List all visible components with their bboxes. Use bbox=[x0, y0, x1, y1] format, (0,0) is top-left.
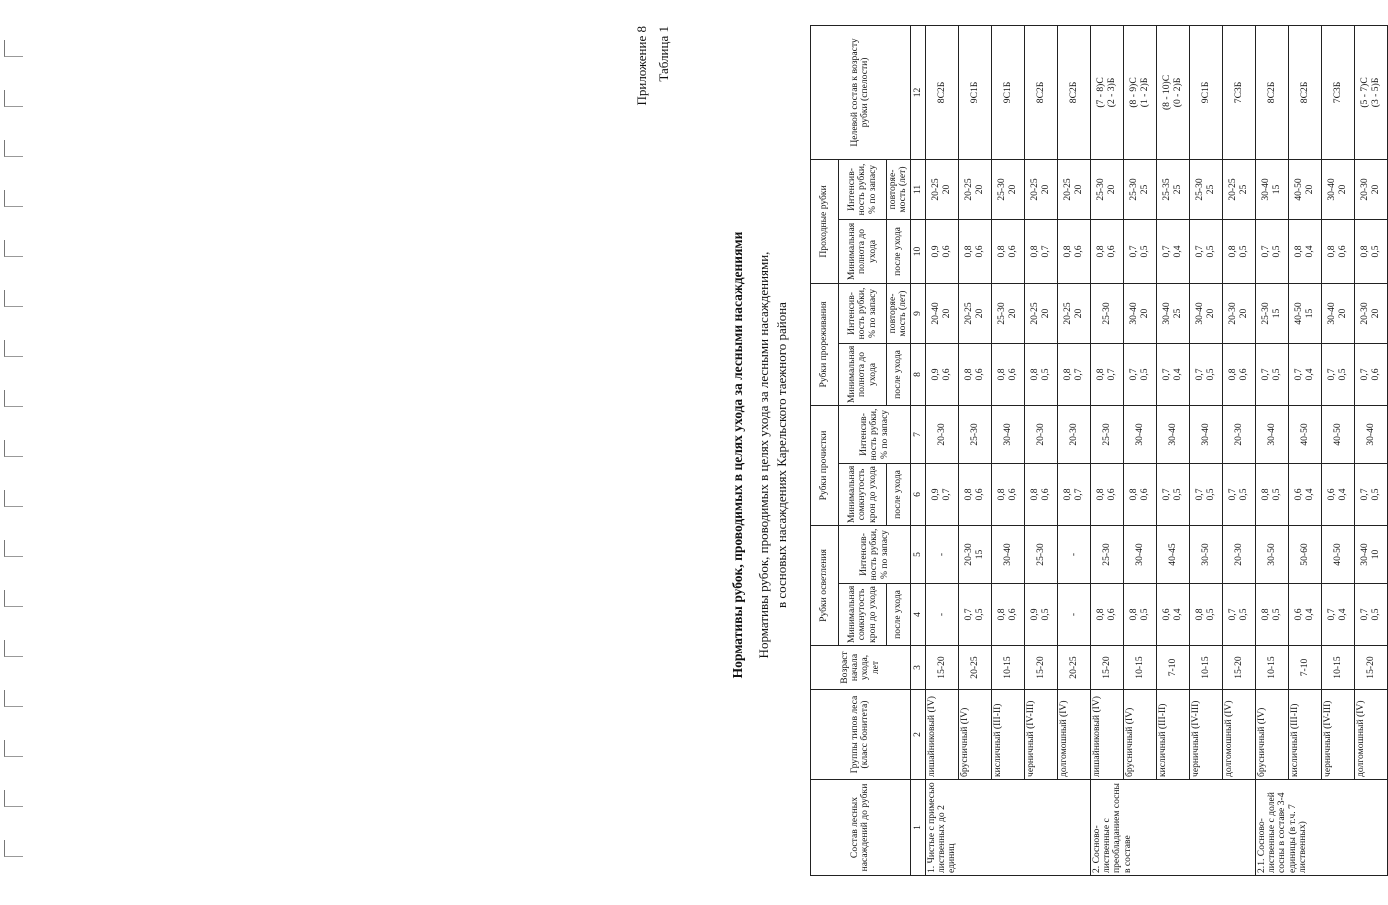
cell-osv-intens: 25-30 bbox=[1090, 525, 1123, 583]
header-start-age: Возраст начала ухода, лет bbox=[811, 646, 911, 690]
table-row bbox=[1123, 25, 1156, 875]
cell-prorezh-intens: 20-30 20 bbox=[1354, 283, 1387, 343]
cell-prorezh-min-poln: 0,7 0,4 bbox=[1288, 343, 1321, 405]
header-intens-pro: Интенсив-ность рубки, % по запасу bbox=[839, 405, 911, 463]
cell-pro-intens: 20-30 bbox=[1222, 405, 1255, 463]
cell-prokh-min-poln: 0,7 0,5 bbox=[1189, 219, 1222, 283]
cell-prokh-intens: 20-25 20 bbox=[925, 159, 958, 219]
cell-forest-type: кисличный (III-II) bbox=[1156, 690, 1189, 780]
cell-prokh-intens: 20-25 25 bbox=[1222, 159, 1255, 219]
table-number: Таблица 1 bbox=[656, 26, 671, 82]
cell-pro-min-somk: 0,8 0,7 bbox=[1057, 463, 1090, 525]
subtitle-line2: в сосновых насаждениях Карельского таежного района bbox=[774, 302, 789, 608]
cell-pro-intens: 40-50 bbox=[1321, 405, 1354, 463]
cell-forest-type: черничный (IV-III) bbox=[1321, 690, 1354, 780]
cell-start-age: 10-15 bbox=[1321, 646, 1354, 690]
cell-forest-type: брусничный (IV) bbox=[1123, 690, 1156, 780]
table-row bbox=[1288, 25, 1321, 875]
cell-target-composition: 9С1Б bbox=[1189, 25, 1222, 159]
cell-target-composition: (7 - 8)С (2 - 3)Б bbox=[1090, 25, 1123, 159]
cell-prorezh-min-poln: 0,7 0,5 bbox=[1255, 343, 1288, 405]
cell-start-age: 10-15 bbox=[1255, 646, 1288, 690]
norms-table bbox=[810, 25, 1388, 876]
table-row bbox=[1321, 25, 1354, 875]
cell-prokh-min-poln: 0,8 0,5 bbox=[1354, 219, 1387, 283]
cell-target-composition: 8С2Б bbox=[925, 25, 958, 159]
header-group-prochistka: Рубки прочистки bbox=[811, 405, 839, 525]
cell-forest-type: долгомошный (IV) bbox=[1222, 690, 1255, 780]
cell-forest-type: долгомошный (IV) bbox=[1057, 690, 1090, 780]
column-number: 11 bbox=[910, 159, 925, 219]
cell-target-composition: 9С1Б bbox=[991, 25, 1024, 159]
cell-prorezh-intens: 30-40 20 bbox=[1321, 283, 1354, 343]
cell-osv-intens: 20-30 bbox=[1222, 525, 1255, 583]
cell-prokh-intens: 25-30 20 bbox=[1090, 159, 1123, 219]
cell-pro-intens: 30-40 bbox=[1354, 405, 1387, 463]
cell-target-composition: 7С3Б bbox=[1321, 25, 1354, 159]
cell-pro-min-somk: 0,8 0,6 bbox=[991, 463, 1024, 525]
cell-prorezh-intens: 25-30 bbox=[1090, 283, 1123, 343]
cell-start-age: 15-20 bbox=[1024, 646, 1057, 690]
cell-osv-intens: 30-50 bbox=[1189, 525, 1222, 583]
cell-osv-min-somk: 0,8 0,5 bbox=[1255, 584, 1288, 646]
header-intens-osv: Интенсив-ность рубки, % по запасу bbox=[839, 525, 911, 583]
cell-sostav: 2. Сосново-лиственные с преобладанием сосны в составе bbox=[1090, 780, 1255, 876]
table-row bbox=[1090, 25, 1123, 875]
table-row bbox=[1222, 25, 1255, 875]
header-povtor-prorezh: повторяе-мость (лет) bbox=[887, 283, 911, 343]
cell-osv-intens: 30-40 10 bbox=[1354, 525, 1387, 583]
header-intens-prorezh: Интенсив-ность рубки, % по запасу bbox=[839, 283, 887, 343]
cell-prorezh-min-poln: 0,8 0,7 bbox=[1057, 343, 1090, 405]
header-posle-prorezh: после ухода bbox=[887, 343, 911, 405]
table-row bbox=[1156, 25, 1189, 875]
cell-osv-min-somk: 0,9 0,5 bbox=[1024, 584, 1057, 646]
cell-prokh-min-poln: 0,8 0,6 bbox=[991, 219, 1024, 283]
cell-prorezh-min-poln: 0,8 0,6 bbox=[958, 343, 991, 405]
cell-sostav: 2.1. Сосново-лиственные с долей сосны в составе 3-4 единицы (в т.ч. 7 лиственных) bbox=[1255, 780, 1387, 876]
column-number: 5 bbox=[910, 525, 925, 583]
column-number: 1 bbox=[910, 780, 925, 876]
norms-table-wrapper bbox=[810, 26, 1388, 876]
cell-target-composition: 9С1Б bbox=[958, 25, 991, 159]
cell-prorezh-intens: 20-30 20 bbox=[1222, 283, 1255, 343]
cell-pro-min-somk: 0,6 0,4 bbox=[1288, 463, 1321, 525]
cell-osv-intens: 30-40 bbox=[1123, 525, 1156, 583]
cell-start-age: 7-10 bbox=[1156, 646, 1189, 690]
cell-pro-min-somk: 0,8 0,5 bbox=[1255, 463, 1288, 525]
cell-prorezh-min-poln: 0,7 0,6 bbox=[1354, 343, 1387, 405]
table-row bbox=[1024, 25, 1057, 875]
cell-osv-intens: 40-50 bbox=[1321, 525, 1354, 583]
cell-pro-min-somk: 0,7 0,5 bbox=[1156, 463, 1189, 525]
cell-pro-intens: 40-50 bbox=[1288, 405, 1321, 463]
cell-osv-min-somk: 0,8 0,6 bbox=[1090, 584, 1123, 646]
cell-prokh-min-poln: 0,8 0,6 bbox=[1090, 219, 1123, 283]
cell-osv-intens: 40-45 bbox=[1156, 525, 1189, 583]
cell-prorezh-intens: 25-30 20 bbox=[991, 283, 1024, 343]
cell-forest-type: брусничный (IV) bbox=[1255, 690, 1288, 780]
cell-prorezh-intens: 40-50 15 bbox=[1288, 283, 1321, 343]
cell-osv-intens: - bbox=[1057, 525, 1090, 583]
cell-osv-min-somk: 0,8 0,6 bbox=[991, 584, 1024, 646]
cell-prorezh-min-poln: 0,7 0,4 bbox=[1156, 343, 1189, 405]
header-min-somk-pro: Минимальная сомкнутость крон до ухода bbox=[839, 463, 887, 525]
cell-pro-min-somk: 0,8 0,6 bbox=[1090, 463, 1123, 525]
cell-prorezh-intens: 25-30 15 bbox=[1255, 283, 1288, 343]
cell-start-age: 15-20 bbox=[1090, 646, 1123, 690]
cell-osv-min-somk: 0,7 0,5 bbox=[1354, 584, 1387, 646]
cell-start-age: 20-25 bbox=[958, 646, 991, 690]
cell-osv-min-somk: 0,7 0,4 bbox=[1321, 584, 1354, 646]
cell-prokh-min-poln: 0,8 0,6 bbox=[1321, 219, 1354, 283]
header-group-prokhodnye: Проходные рубки bbox=[811, 159, 839, 283]
cell-prokh-intens: 40-50 20 bbox=[1288, 159, 1321, 219]
table-row bbox=[1189, 25, 1222, 875]
cell-start-age: 15-20 bbox=[925, 646, 958, 690]
cell-pro-intens: 30-40 bbox=[1189, 405, 1222, 463]
header-intens-prokh: Интенсив-ность рубки, % по запасу bbox=[839, 159, 887, 219]
cell-osv-min-somk: - bbox=[1057, 584, 1090, 646]
column-number: 7 bbox=[910, 405, 925, 463]
cell-prorezh-min-poln: 0,9 0,6 bbox=[925, 343, 958, 405]
cell-start-age: 15-20 bbox=[1222, 646, 1255, 690]
cell-osv-intens: 50-60 bbox=[1288, 525, 1321, 583]
cell-osv-intens: 30-50 bbox=[1255, 525, 1288, 583]
cell-forest-type: брусничный (IV) bbox=[958, 690, 991, 780]
header-min-poln-prorezh: Минимальная полнота до ухода bbox=[839, 343, 887, 405]
appendix-label: Приложение 8 bbox=[634, 26, 649, 106]
table-row bbox=[1057, 25, 1090, 875]
cell-osv-min-somk: 0,6 0,4 bbox=[1288, 584, 1321, 646]
cell-pro-min-somk: 0,9 0,7 bbox=[925, 463, 958, 525]
cell-forest-type: черничный (IV-III) bbox=[1024, 690, 1057, 780]
cell-prokh-min-poln: 0,7 0,5 bbox=[1123, 219, 1156, 283]
cell-start-age: 7-10 bbox=[1288, 646, 1321, 690]
cell-start-age: 10-15 bbox=[991, 646, 1024, 690]
column-number: 2 bbox=[910, 690, 925, 780]
cell-start-age: 15-20 bbox=[1354, 646, 1387, 690]
cell-sostav: 1. Чистые с примесью лиственных до 2 единиц bbox=[925, 780, 1090, 876]
header-min-poln-prokh: Минимальная полнота до ухода bbox=[839, 219, 887, 283]
cell-osv-intens: 30-40 bbox=[991, 525, 1024, 583]
cell-pro-intens: 25-30 bbox=[1090, 405, 1123, 463]
cell-forest-type: черничный (IV-III) bbox=[1189, 690, 1222, 780]
column-number: 12 bbox=[910, 25, 925, 159]
cell-prokh-min-poln: 0,9 0,6 bbox=[925, 219, 958, 283]
cell-prokh-min-poln: 0,8 0,6 bbox=[1057, 219, 1090, 283]
binder-holes bbox=[0, 0, 30, 905]
cell-prokh-intens: 25-30 25 bbox=[1123, 159, 1156, 219]
header-posle-pro: после ухода bbox=[887, 463, 911, 525]
cell-prorezh-intens: 30-40 20 bbox=[1123, 283, 1156, 343]
cell-prorezh-intens: 30-40 20 bbox=[1189, 283, 1222, 343]
table-body bbox=[925, 25, 1387, 875]
cell-osv-intens: 20-30 15 bbox=[958, 525, 991, 583]
page-title: Нормативы рубок, проводимых в целях ухода за лесными насаждениями bbox=[730, 231, 745, 679]
table-row bbox=[958, 25, 991, 875]
column-number: 9 bbox=[910, 283, 925, 343]
cell-pro-intens: 30-40 bbox=[991, 405, 1024, 463]
column-number: 4 bbox=[910, 584, 925, 646]
cell-forest-type: кисличный (III-II) bbox=[1288, 690, 1321, 780]
header-povtor-prokh: повторяе-мость (лет) bbox=[887, 159, 911, 219]
cell-pro-intens: 20-30 bbox=[1024, 405, 1057, 463]
cell-pro-intens: 30-40 bbox=[1123, 405, 1156, 463]
cell-prokh-intens: 25-35 25 bbox=[1156, 159, 1189, 219]
cell-prorezh-intens: 30-40 25 bbox=[1156, 283, 1189, 343]
cell-prokh-intens: 20-30 20 bbox=[1354, 159, 1387, 219]
cell-target-composition: (5 - 7)С (3 - 5)Б bbox=[1354, 25, 1387, 159]
cell-pro-intens: 20-30 bbox=[925, 405, 958, 463]
cell-pro-min-somk: 0,8 0,6 bbox=[958, 463, 991, 525]
header-group-osvetlenie: Рубки осветления bbox=[811, 525, 839, 645]
cell-prokh-intens: 20-25 20 bbox=[1057, 159, 1090, 219]
cell-osv-min-somk: - bbox=[925, 584, 958, 646]
cell-target-composition: (8 - 9)С (1 - 2)Б bbox=[1123, 25, 1156, 159]
cell-osv-intens: - bbox=[925, 525, 958, 583]
cell-target-composition: 8С2Б bbox=[1255, 25, 1288, 159]
cell-pro-min-somk: 0,7 0,5 bbox=[1222, 463, 1255, 525]
cell-pro-intens: 30-40 bbox=[1156, 405, 1189, 463]
cell-prokh-intens: 30-40 20 bbox=[1321, 159, 1354, 219]
cell-prokh-min-poln: 0,8 0,7 bbox=[1024, 219, 1057, 283]
cell-pro-min-somk: 0,8 0,6 bbox=[1123, 463, 1156, 525]
cell-prokh-intens: 30-40 15 bbox=[1255, 159, 1288, 219]
cell-prokh-intens: 25-30 20 bbox=[991, 159, 1024, 219]
header-group-prorezhivanie: Рубки прореживания bbox=[811, 283, 839, 405]
cell-target-composition: 8С2Б bbox=[1057, 25, 1090, 159]
header-target-composition: Целевой состав к возрасту рубки (спелости) bbox=[811, 25, 911, 159]
cell-forest-type: лишайниковый (IV) bbox=[1090, 690, 1123, 780]
cell-prorezh-min-poln: 0,7 0,5 bbox=[1189, 343, 1222, 405]
cell-prorezh-intens: 20-25 20 bbox=[1057, 283, 1090, 343]
cell-prokh-min-poln: 0,8 0,6 bbox=[958, 219, 991, 283]
cell-prorezh-min-poln: 0,7 0,5 bbox=[1123, 343, 1156, 405]
cell-prokh-intens: 20-25 20 bbox=[958, 159, 991, 219]
cell-prorezh-min-poln: 0,8 0,6 bbox=[1222, 343, 1255, 405]
cell-start-age: 20-25 bbox=[1057, 646, 1090, 690]
header-min-somk-osv: Минимальная сомкнутость крон до ухода bbox=[839, 584, 887, 646]
cell-target-composition: 7С3Б bbox=[1222, 25, 1255, 159]
header-forest-type: Группы типов леса (класс бонитета) bbox=[811, 690, 911, 780]
column-number-row bbox=[910, 25, 925, 875]
cell-prorezh-intens: 20-25 20 bbox=[1024, 283, 1057, 343]
header-posle-osv: после ухода bbox=[887, 584, 911, 646]
cell-prorezh-intens: 20-25 20 bbox=[958, 283, 991, 343]
cell-start-age: 10-15 bbox=[1123, 646, 1156, 690]
cell-prokh-intens: 25-30 25 bbox=[1189, 159, 1222, 219]
cell-osv-intens: 25-30 bbox=[1024, 525, 1057, 583]
table-row bbox=[1354, 25, 1387, 875]
cell-forest-type: кисличный (III-II) bbox=[991, 690, 1024, 780]
cell-prokh-min-poln: 0,7 0,4 bbox=[1156, 219, 1189, 283]
column-number: 10 bbox=[910, 219, 925, 283]
column-number: 6 bbox=[910, 463, 925, 525]
cell-pro-min-somk: 0,6 0,4 bbox=[1321, 463, 1354, 525]
cell-target-composition: (8 - 10)С (0 - 2)Б bbox=[1156, 25, 1189, 159]
cell-osv-min-somk: 0,6 0,4 bbox=[1156, 584, 1189, 646]
table-row bbox=[925, 25, 958, 875]
cell-pro-intens: 30-40 bbox=[1255, 405, 1288, 463]
cell-prokh-intens: 20-25 20 bbox=[1024, 159, 1057, 219]
cell-target-composition: 8С2Б bbox=[1024, 25, 1057, 159]
header-posle-prokh: после ухода bbox=[887, 219, 911, 283]
cell-prokh-min-poln: 0,7 0,5 bbox=[1255, 219, 1288, 283]
cell-prorezh-min-poln: 0,8 0,6 bbox=[991, 343, 1024, 405]
header-sostav: Состав лесных насаждений до рубки bbox=[811, 780, 911, 876]
cell-pro-min-somk: 0,7 0,5 bbox=[1354, 463, 1387, 525]
table-row bbox=[991, 25, 1024, 875]
cell-prokh-min-poln: 0,8 0,5 bbox=[1222, 219, 1255, 283]
cell-forest-type: лишайниковый (IV) bbox=[925, 690, 958, 780]
cell-pro-min-somk: 0,8 0,6 bbox=[1024, 463, 1057, 525]
cell-osv-min-somk: 0,7 0,5 bbox=[958, 584, 991, 646]
cell-target-composition: 8С2Б bbox=[1288, 25, 1321, 159]
cell-osv-min-somk: 0,8 0,5 bbox=[1123, 584, 1156, 646]
cell-prorezh-min-poln: 0,7 0,5 bbox=[1321, 343, 1354, 405]
cell-prorezh-intens: 20-40 20 bbox=[925, 283, 958, 343]
cell-prorezh-min-poln: 0,8 0,7 bbox=[1090, 343, 1123, 405]
table-row bbox=[1255, 25, 1288, 875]
column-number: 3 bbox=[910, 646, 925, 690]
cell-forest-type: долгомошный (IV) bbox=[1354, 690, 1387, 780]
cell-start-age: 10-15 bbox=[1189, 646, 1222, 690]
cell-prokh-min-poln: 0,8 0,4 bbox=[1288, 219, 1321, 283]
rotated-page bbox=[632, 20, 1381, 890]
subtitle-line1: Нормативы рубок, проводимых в целях ухода за лесными насаждениями, bbox=[756, 251, 771, 659]
cell-osv-min-somk: 0,7 0,5 bbox=[1222, 584, 1255, 646]
column-number: 8 bbox=[910, 343, 925, 405]
cell-prorezh-min-poln: 0,8 0,5 bbox=[1024, 343, 1057, 405]
cell-osv-min-somk: 0,8 0,5 bbox=[1189, 584, 1222, 646]
cell-pro-intens: 25-30 bbox=[958, 405, 991, 463]
cell-pro-intens: 20-30 bbox=[1057, 405, 1090, 463]
cell-pro-min-somk: 0,7 0,5 bbox=[1189, 463, 1222, 525]
